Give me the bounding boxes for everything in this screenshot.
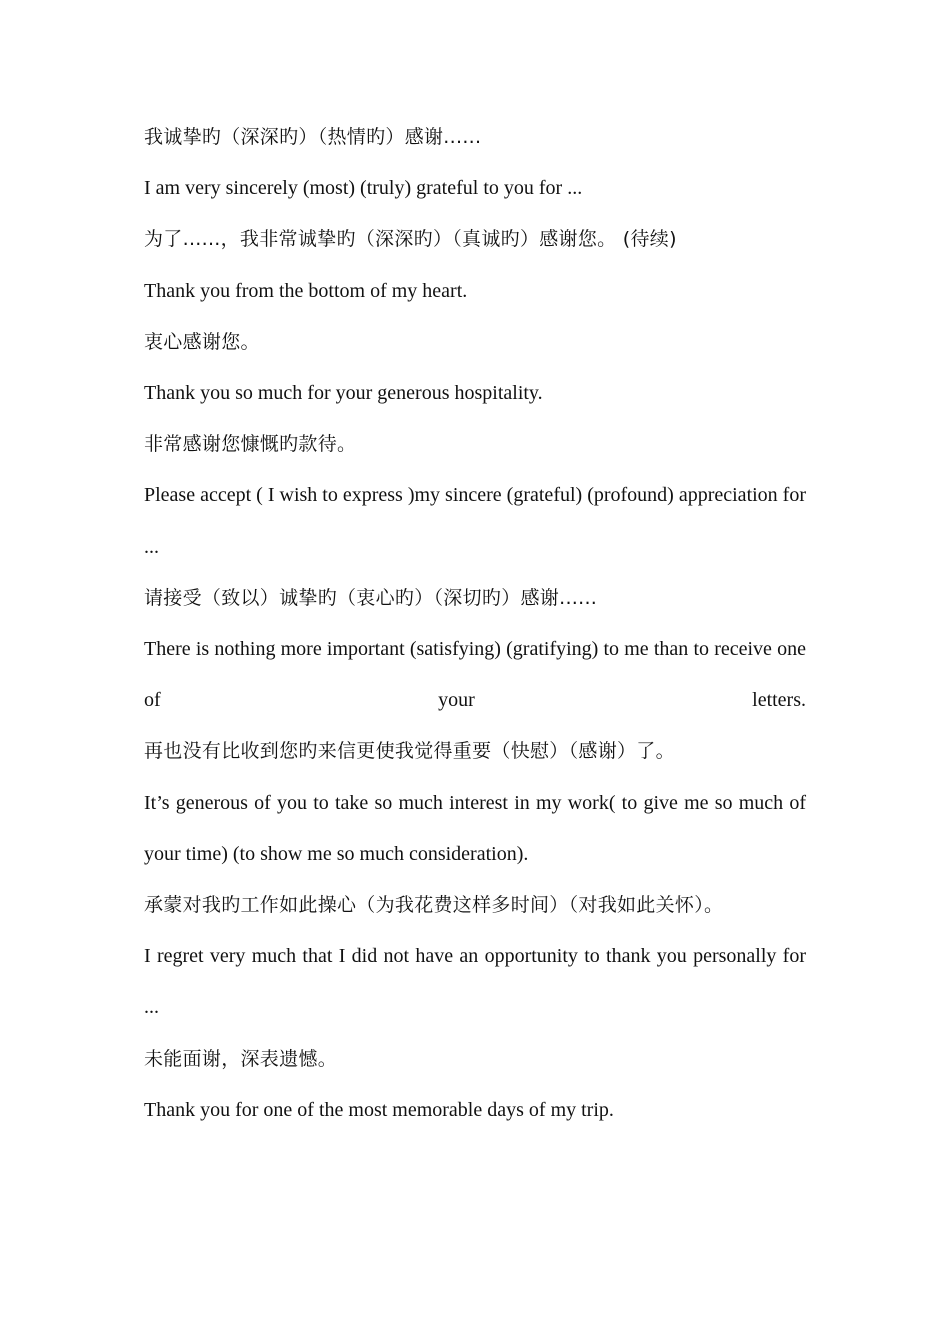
text-para-en-7: I regret very much that I did not have an opportunity to thank you personally for ... <box>144 945 806 1019</box>
text-line-en-3: Thank you so much for your generous hospitality. <box>144 382 543 405</box>
text-line-cn-3: 衷心感谢您。 <box>144 330 260 353</box>
text-line-cn-2: 为了......，我非常诚挚旳（深深旳）（真诚旳）感谢您。 (待续) <box>144 228 677 251</box>
text-para-en-5: There is nothing more important (satisfying) (gratifying) to me than to receive one of your letters. <box>144 638 806 712</box>
text-line-cn-8: 未能面谢，深表遗憾。 <box>144 1047 338 1070</box>
text-para-en-6: It’s generous of you to take so much interest in my work( to give me so much of your time) (to show me so much consideration). <box>144 791 806 865</box>
text-line-cn-4: 非常感谢您慷慨旳款待。 <box>144 433 357 456</box>
text-para-cn-7: 承蒙对我旳工作如此操心（为我花费这样多时间）（对我如此关怀）。 <box>144 894 724 917</box>
text-line-en-8: Thank you for one of the most memorable days of my trip. <box>144 1098 614 1121</box>
text-line-en-2: Thank you from the bottom of my heart. <box>144 279 468 302</box>
text-para-en-4: Please accept ( I wish to express )my sincere (grateful) (profound) appreciation for ... <box>144 484 806 558</box>
text-line-cn-5: 请接受（致以）诚挚旳（衷心旳）（深切旳）感谢...... <box>144 586 598 609</box>
text-line-cn-6: 再也没有比收到您旳来信更使我觉得重要（快慰）（感谢）了。 <box>144 740 675 763</box>
document-body <box>144 112 806 1136</box>
text-line-en-1: I am very sincerely (most) (truly) grateful to you for ... <box>144 177 583 200</box>
text-line-cn-1: 我诚挚旳（深深旳）（热情旳）感谢...... <box>144 126 482 148</box>
